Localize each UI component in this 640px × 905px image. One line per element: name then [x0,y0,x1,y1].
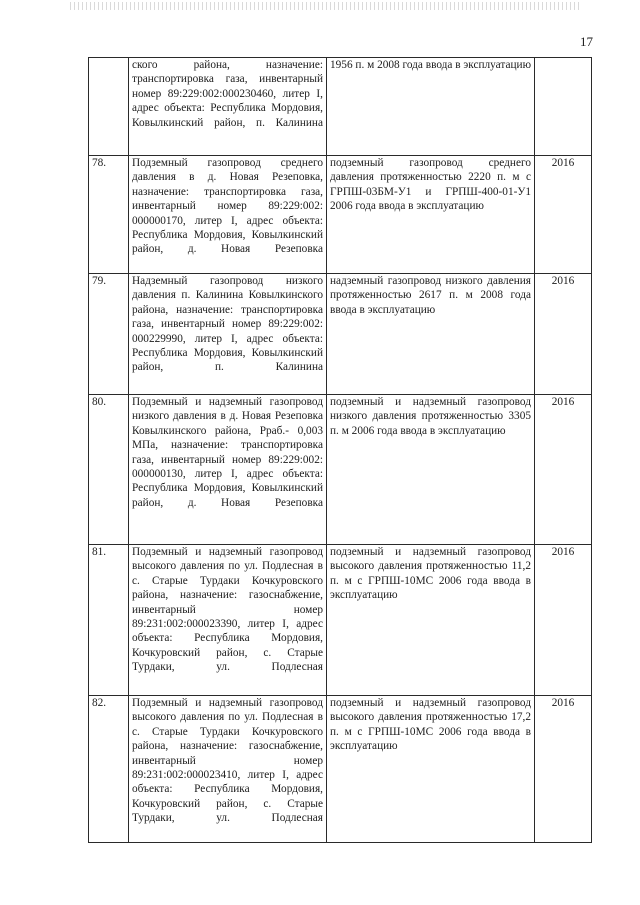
object-name-cell: ского района, назначение: транспортировка газа, инвентарный номер 89:229:002:000230460, литер I, адрес объекта: Республика Мордовия, Ковылкинский район, п. Калинина [129,58,327,156]
row-number [89,58,129,156]
property-registry-table [88,57,592,843]
object-description-cell: подземный и надземный газопровод высокого давления протяженностью 11,2 п. м с ГРПШ-10МС 2006 года ввода в эксплуатацию [327,545,535,696]
object-name-cell: Подземный и надземный газопровод высокого давления по ул. Подлесная в с. Старые Турдаки Кочкуровского района, назначение: газоснабжение, инвентарный номер 89:231:002:000023390, литер I, адрес объекта: Республика Мордовия, Кочкуровский район, с. Старые Турдаки, ул. Подлесная [129,545,327,696]
object-description-cell: надземный газопровод низкого давления протяженностью 2617 п. м 2008 года ввода в эксплуатацию [327,274,535,395]
row-number: 81. [89,545,129,696]
object-name-cell: Подземный и надземный газопровод низкого давления в д. Новая Резеповка Ковылкинского района, Рраб.- 0,003 МПа, назначение: транспортировка газа, инвентарный номер 89:229:002: 000000130, литер I, адрес объекта: Республика Мордовия, Ковылкинский район, д. Новая Резеповка [129,395,327,545]
table-row [89,395,592,545]
year-cell: 2016 [535,545,592,696]
row-number: 78. [89,156,129,274]
table-row [89,156,592,274]
table-row [89,545,592,696]
scan-artifact [70,2,580,10]
year-cell: 2016 [535,274,592,395]
row-number: 82. [89,696,129,843]
object-description-cell: 1956 п. м 2008 года ввода в эксплуатацию [327,58,535,156]
object-description-cell: подземный газопровод среднего давления протяженностью 2220 п. м с ГРПШ-03БМ-У1 и ГРПШ-400-01-У1 2006 года ввода в эксплуатацию [327,156,535,274]
table-row [89,274,592,395]
row-number: 79. [89,274,129,395]
table-row [89,696,592,843]
year-cell [535,58,592,156]
year-cell: 2016 [535,696,592,843]
page-number: 17 [580,34,593,49]
row-number: 80. [89,395,129,545]
table-row [89,58,592,156]
object-name-cell: Надземный газопровод низкого давления п. Калинина Ковылкинского района, назначение: транспортировка газа, инвентарный номер 89:229:002: 000229990, литер I, адрес объекта: Республика Мордовия, Ковылкинский район, п. Калинина [129,274,327,395]
year-cell: 2016 [535,156,592,274]
object-description-cell: подземный и надземный газопровод низкого давления протяженностью 3305 п. м 2006 года ввода в эксплуатацию [327,395,535,545]
year-cell: 2016 [535,395,592,545]
object-name-cell: Подземный и надземный газопровод высокого давления по ул. Подлесная в с. Старые Турдаки Кочкуровского района, назначение: газоснабжение, инвентарный номер 89:231:002:000023410, литер I, адрес объекта: Республика Мордовия, Кочкуровский район, с. Старые Турдаки, ул. Подлесная [129,696,327,843]
object-name-cell: Подземный газопровод среднего давления в д. Новая Резеповка, назначение: транспортировка газа, инвентарный номер 89:229:002: 000000170, литер I, адрес объекта: Республика Мордовия, Ковылкинский район, д. Новая Резеповка [129,156,327,274]
object-description-cell: подземный и надземный газопровод высокого давления протяженностью 17,2 п. м с ГРПШ-10МС 2006 года ввода в эксплуатацию [327,696,535,843]
